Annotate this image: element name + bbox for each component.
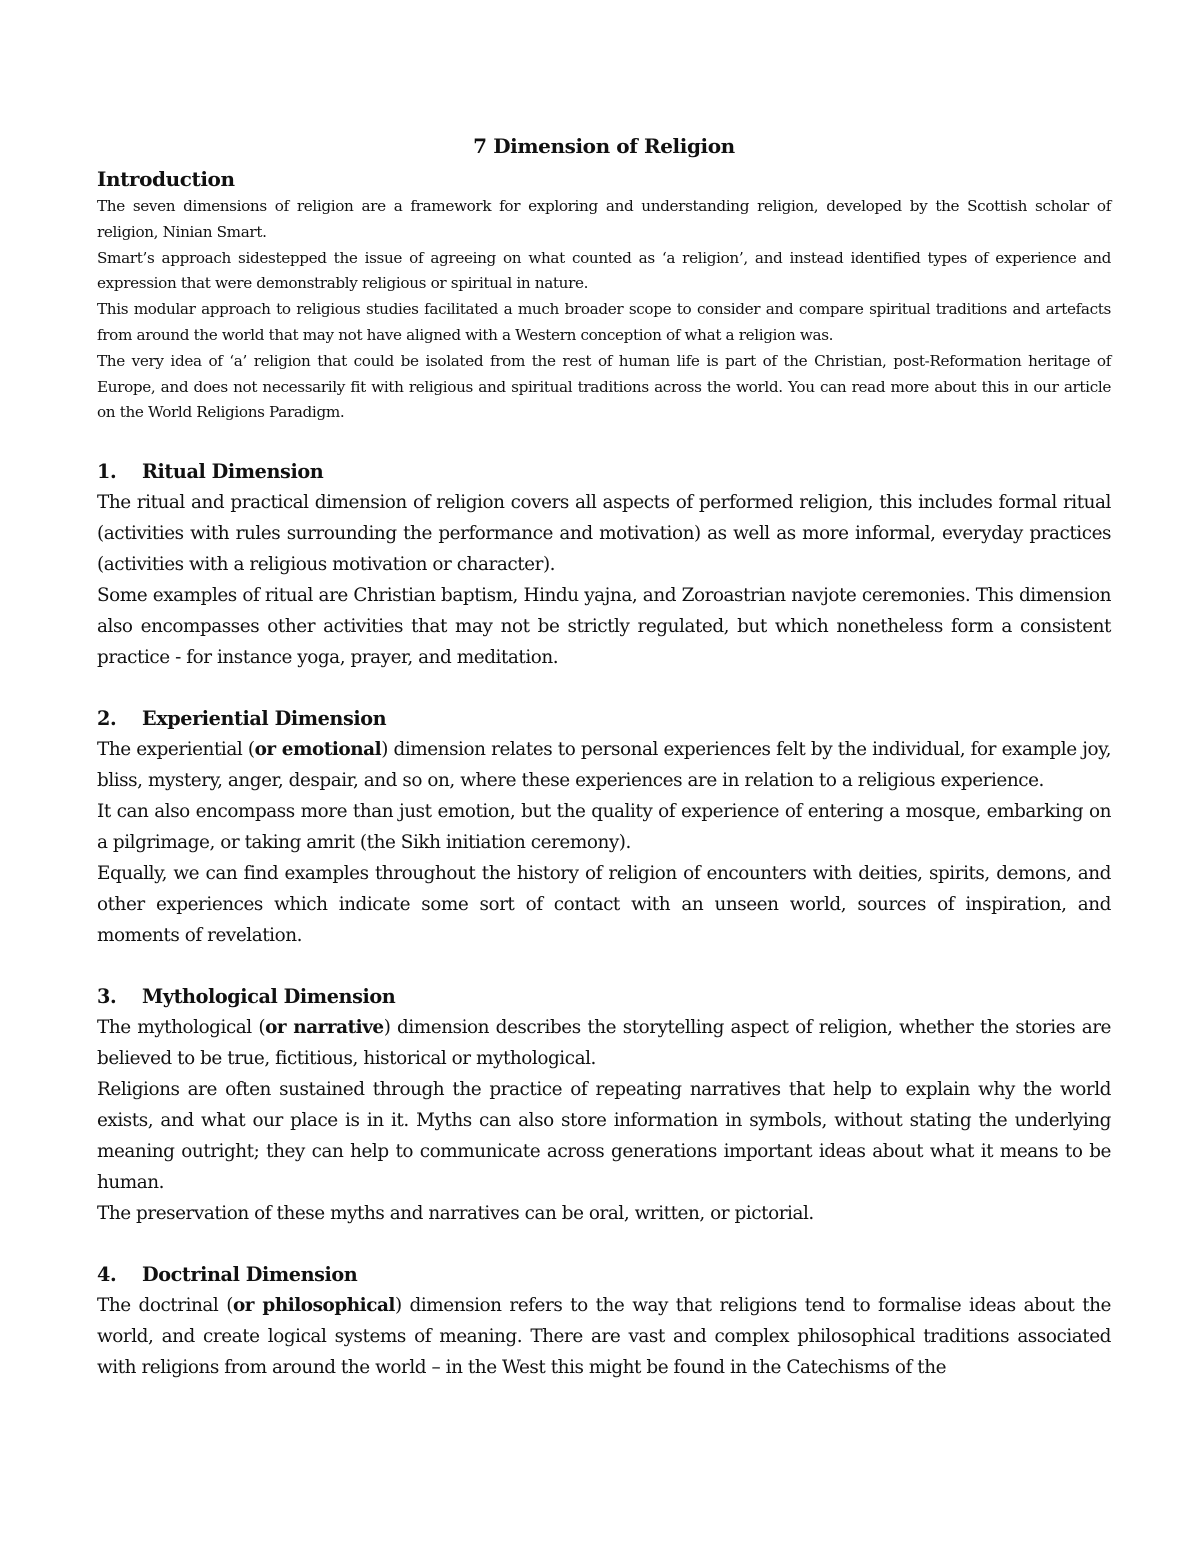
section-paragraph	[97, 1012, 1111, 1074]
section-title: Mythological Dimension	[142, 985, 396, 1009]
section-paragraph	[97, 1290, 1111, 1383]
section-number: 4.	[97, 1263, 117, 1287]
section-experiential-dimension	[97, 703, 1111, 951]
section-paragraph: Some examples of ritual are Christian baptism, Hindu yajna, and Zoroastrian navjote ceremonies. This dimension also encompasses other activities that may not be strictly regulated, but which nonetheless form a consistent practice - for instance yoga, prayer, and meditation.	[97, 585, 1111, 669]
intro-paragraph: This modular approach to religious studies facilitated a much broader scope to consider and compare spiritual traditions and artefacts from around the world that may not have aligned with a Western conception of what a religion was.	[97, 300, 1111, 344]
section-heading	[97, 456, 1111, 487]
section-title: Ritual Dimension	[142, 460, 324, 484]
section-ritual-dimension	[97, 456, 1111, 673]
intro-paragraph: The very idea of ‘a’ religion that could be isolated from the rest of human life is part of the Christian, post-Reformation heritage of Europe, and does not necessarily fit with religious and spiritual traditions across the world. You can read more about this in our article on the World Religions Paradigm.	[97, 351, 1111, 422]
intro-paragraph: The seven dimensions of religion are a framework for exploring and understanding religion, developed by the Scottish scholar of religion, Ninian Smart.	[97, 197, 1111, 241]
emphasis-text: or emotional	[254, 739, 382, 761]
section-title: Doctrinal Dimension	[142, 1263, 358, 1287]
text-run: ) dimension describes the storytelling aspect of religion, whether the stories are believed to be true, fictitious, historical or mythological.	[97, 1017, 1111, 1070]
introduction-heading: Introduction	[97, 167, 235, 191]
section-paragraph: Religions are often sustained through the practice of repeating narratives that help to explain why the world exists, and what our place is in it. Myths can also store information in symbols, without stating the underlying meaning outright; they can help to communicate across generations important ideas about what it means to be human.	[97, 1079, 1111, 1194]
emphasis-text: or narrative	[265, 1017, 384, 1039]
section-mythological-dimension	[97, 981, 1111, 1229]
intro-paragraph: Smart’s approach sidestepped the issue of agreeing on what counted as ‘a religion’, and instead identified types of experience and expression that were demonstrably religious or spiritual in nature.	[97, 248, 1111, 293]
document-title: 7 Dimension of Religion	[473, 134, 735, 158]
section-number: 2.	[97, 707, 117, 731]
text-run: The experiential (	[97, 739, 255, 761]
text-run: The doctrinal (	[97, 1295, 233, 1317]
section-number: 1.	[97, 460, 117, 484]
emphasis-text: or philosophical	[232, 1295, 395, 1317]
text-run: ) dimension refers to the way that religions tend to formalise ideas about the world, and create logical systems of meaning. There are vast and complex philosophical traditions associated with religions from around the world – in the West this might be found in the Catechisms of the	[97, 1295, 1111, 1379]
text-run: The mythological (	[97, 1017, 266, 1039]
section-paragraph: The ritual and practical dimension of religion covers all aspects of performed religion, this includes formal ritual (activities with rules surrounding the performance and motivation) as well as more informal, everyday practices (activities with a religious motivation or character).	[97, 492, 1111, 576]
document-body	[97, 130, 1111, 1383]
section-number: 3.	[97, 985, 117, 1009]
section-heading	[97, 981, 1111, 1012]
text-run: ) dimension relates to personal experiences felt by the individual, for example joy, bliss, mystery, anger, despair, and so on, where these experiences are in relation to a religious experience.	[97, 739, 1111, 792]
section-doctrinal-dimension	[97, 1259, 1111, 1383]
introduction-section	[97, 164, 1111, 426]
section-paragraph: Equally, we can find examples throughout the history of religion of encounters with deities, spirits, demons, and other experiences which indicate some sort of contact with an unseen world, sources of inspiration, and moments of revelation.	[97, 863, 1111, 947]
section-heading	[97, 703, 1111, 734]
section-paragraph	[97, 734, 1111, 796]
section-paragraph: The preservation of these myths and narratives can be oral, written, or pictorial.	[97, 1203, 814, 1225]
section-heading	[97, 1259, 1111, 1290]
section-title: Experiential Dimension	[142, 707, 387, 731]
section-paragraph: It can also encompass more than just emotion, but the quality of experience of entering a mosque, embarking on a pilgrimage, or taking amrit (the Sikh initiation ceremony).	[97, 801, 1111, 854]
